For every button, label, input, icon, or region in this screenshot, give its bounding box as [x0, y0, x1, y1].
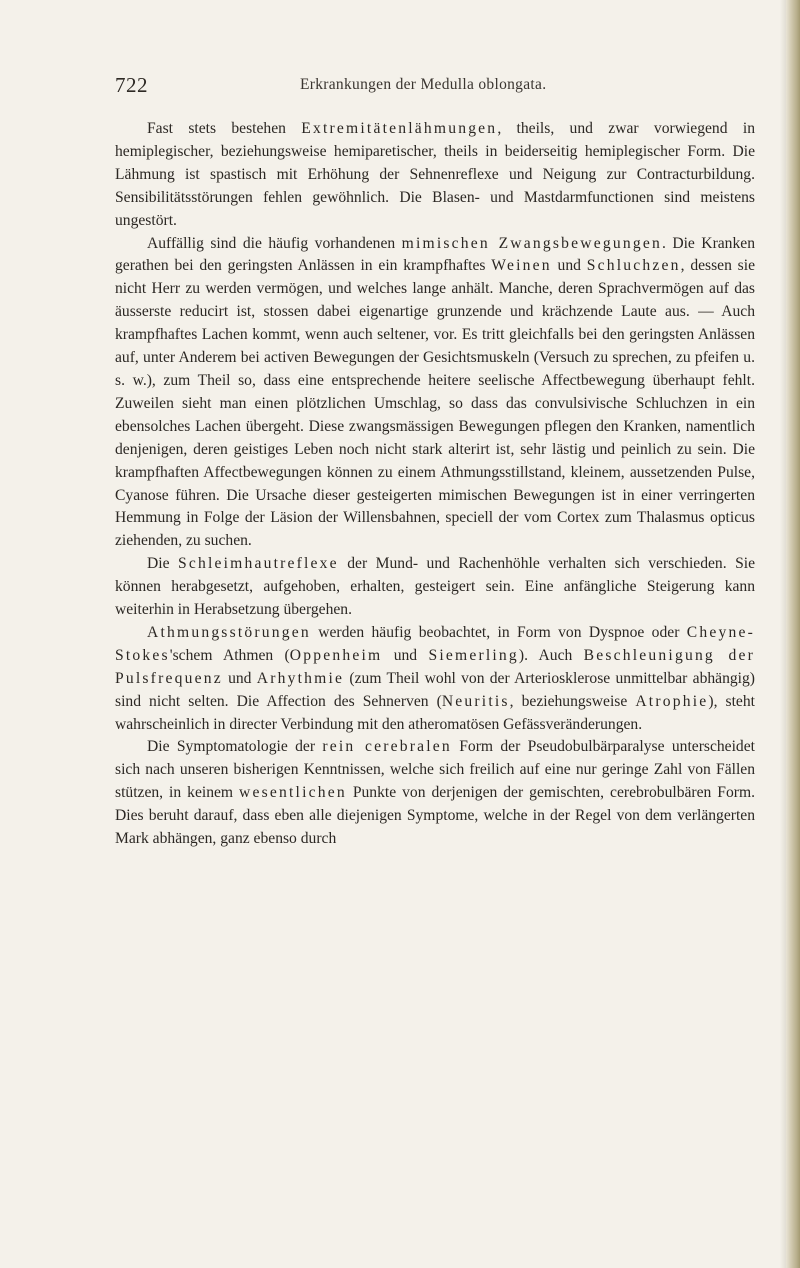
- body-text: [115, 118, 755, 851]
- spaced-emphasis: wesentlichen: [239, 784, 347, 802]
- running-head-title: Erkrankungen der Medulla oblongata.: [300, 76, 547, 93]
- text-run: Form der Pseudobulbärparalyse unterscheidet sich nach unseren bisherigen Kenntnissen, welche sich freilich auf eine nur geringe Zahl von Fällen stützen, in keinem: [115, 738, 755, 802]
- spaced-emphasis: Athmungsstörungen: [147, 623, 311, 641]
- spaced-emphasis: Extremitätenlähmungen: [301, 120, 498, 137]
- text-run: ), steht wahrscheinlich in directer Verbindung mit den atheromatösen Gefässveränderungen.: [115, 692, 755, 733]
- text-run: Auffällig sind die häufig vorhandenen: [147, 234, 402, 252]
- spaced-emphasis: Neuritis: [441, 692, 510, 710]
- spaced-emphasis: Schluchzen: [586, 257, 681, 275]
- spaced-emphasis: Arhythmie: [256, 669, 345, 687]
- text-run: und: [382, 646, 429, 664]
- spaced-emphasis: rein cerebralen: [322, 738, 452, 756]
- text-run: . Die Kranken gerathen bei den geringsten Anlässen in ein krampfhaftes: [115, 234, 755, 275]
- text-run: , beziehungsweise: [509, 692, 636, 710]
- page-gutter-shadow: [780, 0, 786, 1268]
- text-run: (zum Theil wohl von der Arteriosklerose unmittelbar abhängig) sind nicht selten. Die Affection des Sehnerven (: [115, 669, 756, 710]
- text-run: Die Symptomatologie der: [147, 738, 323, 756]
- paragraph: [115, 553, 755, 622]
- text-run: 'schem Athmen (: [169, 646, 290, 664]
- spaced-emphasis: mimischen Zwangsbewegungen: [401, 234, 662, 252]
- page-number: 722: [115, 73, 148, 97]
- paragraph: [115, 736, 755, 851]
- text-run: , dessen sie nicht Herr zu werden vermögen, und welches lange anhält. Manche, deren Sprachvermögen auf das äusserste reducirt ist, stossen dabei eigenartige grunzende und krächzende Laute aus. — Auch krampfhaftes Lachen kommt, wenn auch seltener, vor. Es tritt gleichfalls bei den geringsten Anlässen auf, unter Anderem bei activen Bewegungen der Gesichtsmuskeln (Versuch zu sprechen, zu pfeifen u. s. w.), zum Theil so, dass eine entsprechende heitere seelische Affectbewegung überhaupt fehlt. Zuweilen sieht man einen plötzlichen Umschlag, so dass das convulsivische Schluchzen in ein ebensolches Lachen übergeht. Diese zwangsmässigen Bewegungen pflegen den Kranken, namentlich denjenigen, deren geistiges Leben noch nicht stark alterirt ist, sehr lästig und peinlich zu sein. Die krampfhaften Affectbewegungen können zu einem Athmungsstillstand, kleinem, aussetzenden Pulse, Cyanose führen. Die Ursache dieser gesteigerten mimischen Bewegungen ist in einer verringerten Hemmung in Folge der Läsion der Willensbahnen, speciell der vom Cortex zum Thalasmus opticus ziehenden, zu suchen.: [115, 257, 756, 550]
- paragraph: [115, 118, 755, 233]
- paragraph: [115, 233, 755, 554]
- running-head: [115, 73, 755, 103]
- page-edge-shadow: [786, 0, 800, 1268]
- text-run: Fast stets bestehen: [147, 120, 302, 137]
- spaced-emphasis: Atrophie: [635, 692, 709, 710]
- spaced-emphasis: Schleimhautreflexe: [177, 555, 339, 573]
- text-run: werden häufig beobachtet, in Form von Dyspnoe oder: [310, 623, 687, 641]
- text-run: Punkte von derjenigen der gemischten, cerebrobulbären Form. Dies beruht darauf, dass eben alle diejenigen Symptome, welche in der Regel von dem verlängerten Mark abhängen, ganz ebenso durch: [115, 784, 756, 848]
- paragraph: [115, 622, 755, 737]
- text-run: und: [551, 257, 587, 275]
- text-run: der Mund- und Rachenhöhle verhalten sich verschieden. Sie können herabgesetzt, aufgehoben, erhalten, gesteigert sein. Eine anfängliche Steigerung kann weiterhin in Herabsetzung übergehen.: [115, 555, 755, 619]
- spaced-emphasis: Oppenheim: [289, 646, 383, 664]
- spaced-emphasis: Siemerling: [428, 646, 519, 664]
- text-run: Die: [147, 555, 178, 573]
- text-run: , theils, und zwar vorwiegend in hemiplegischer, beziehungsweise hemiparetischer, theils in beiderseitig hemiplegischer Form. Die Lähmung ist spastisch mit Erhöhung der Sehnenreflexe und Neigung zur Contracturbildung. Sensibilitätsstörungen fehlen gewöhnlich. Die Blasen- und Mastdarmfunctionen sind meistens ungestört.: [115, 120, 755, 229]
- spaced-emphasis: Cheyne-Stokes: [115, 623, 755, 664]
- text-run: ). Auch: [518, 646, 584, 664]
- text-run: und: [222, 669, 257, 687]
- spaced-emphasis: Beschleunigung der Pulsfrequenz: [115, 646, 756, 687]
- spaced-emphasis: Weinen: [491, 257, 552, 275]
